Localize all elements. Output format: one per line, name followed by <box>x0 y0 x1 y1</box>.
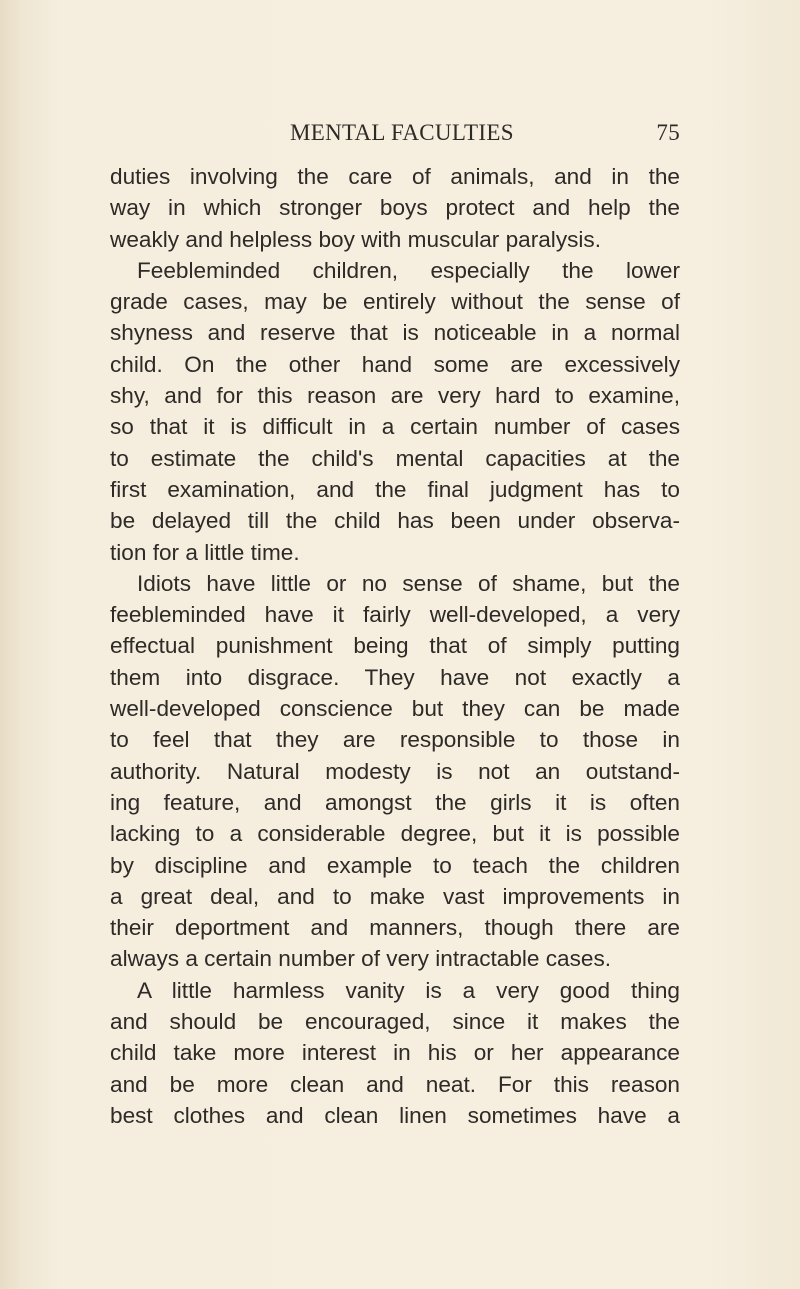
text-line: best clothes and clean linen sometimes have a <box>110 1102 680 1128</box>
text-line: child. On the other hand some are excessively <box>110 351 680 377</box>
text-line: child take more interest in his or her appearance <box>110 1040 680 1066</box>
text-line: them into disgrace. They have not exactly a <box>110 664 680 690</box>
text-line: shy, and for this reason are very hard to examine, <box>110 383 680 409</box>
running-title: MENTAL FACULTIES <box>290 120 514 145</box>
text-line: ing feature, and amongst the girls it is often <box>110 789 680 815</box>
text-line: always a certain number of very intractable cases. <box>110 946 612 972</box>
text-line: way in which stronger boys protect and help the <box>110 195 680 221</box>
text-line: effectual punishment being that of simply putting <box>110 633 680 659</box>
text-line: grade cases, may be entirely without the sense of <box>110 289 680 315</box>
text-line: authority. Natural modesty is not an outstand- <box>110 758 680 784</box>
text-line: and be more clean and neat. For this reason <box>110 1071 680 1097</box>
text-line: shyness and reserve that is noticeable in a normal <box>110 320 680 346</box>
text-line: and should be encouraged, since it makes the <box>110 1009 680 1035</box>
text-line: weakly and helpless boy with muscular paralysis. <box>110 226 602 252</box>
text-line: lacking to a considerable degree, but it is possible <box>110 821 680 847</box>
text-line: a great deal, and to make vast improvements in <box>110 883 680 909</box>
body-text <box>110 161 680 1131</box>
text-line: Feebleminded children, especially the lower <box>137 257 680 283</box>
text-line: their deportment and manners, though there are <box>110 915 680 941</box>
text-line: be delayed till the child has been under observa- <box>110 508 680 534</box>
page-number: 75 <box>656 120 680 145</box>
text-line: to estimate the child's mental capacities at the <box>110 445 680 471</box>
text-line: to feel that they are responsible to those in <box>110 727 680 753</box>
text-line: well-developed conscience but they can be made <box>110 696 680 722</box>
text-line: tion for a little time. <box>110 539 300 565</box>
text-line: so that it is difficult in a certain number of cases <box>110 414 680 440</box>
text-line: by discipline and example to teach the children <box>110 852 680 878</box>
text-line: duties involving the care of animals, and in the <box>110 164 680 189</box>
running-header <box>290 120 680 150</box>
text-line: feebleminded have it fairly well-developed, a very <box>110 602 680 628</box>
text-line: Idiots have little or no sense of shame, but the <box>137 570 680 596</box>
text-line: first examination, and the final judgment has to <box>110 476 680 502</box>
text-line: A little harmless vanity is a very good thing <box>137 977 680 1003</box>
